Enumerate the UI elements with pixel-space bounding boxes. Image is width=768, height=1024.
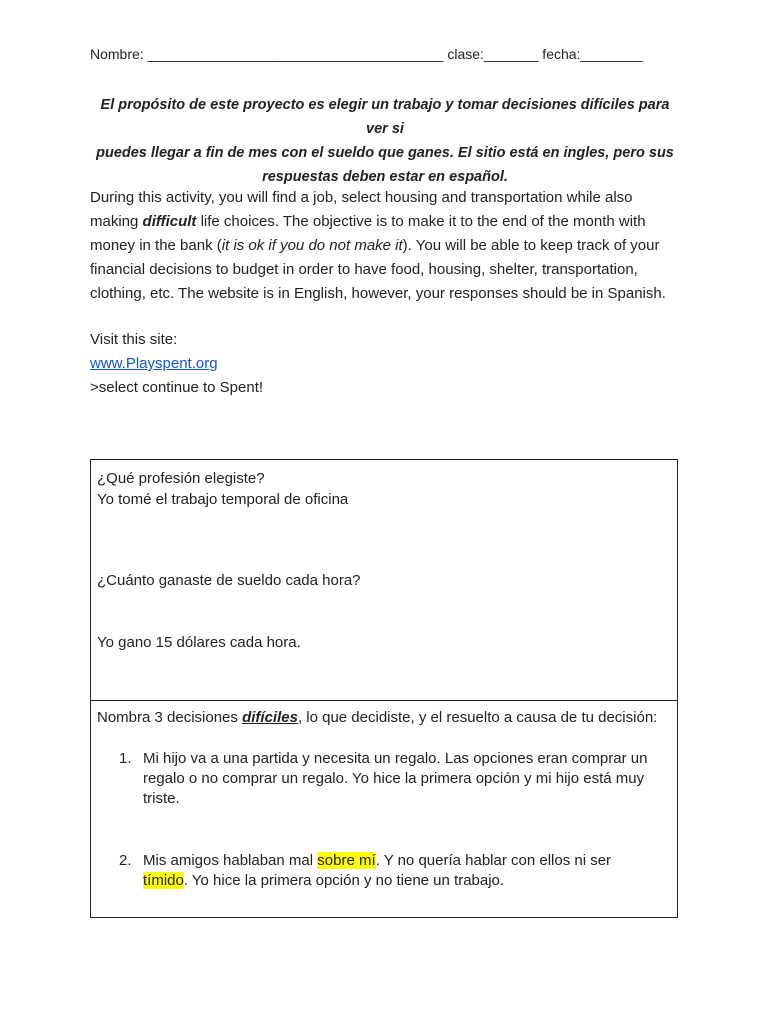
decisions-prompt-post: , lo que decidiste, y el resuelto a causa de tu decisión: (297, 709, 658, 726)
profession-question: ¿Qué profesión elegiste? (97, 470, 265, 487)
wage-question: ¿Cuánto ganaste de sueldo cada hora? (97, 572, 361, 589)
visit-label: Visit this site: (90, 331, 178, 348)
profession-question-block (97, 468, 348, 510)
decision-number: 1. (119, 750, 132, 767)
highlight-sobre-mi: sobre mí (317, 852, 376, 869)
intro-text-2: life choices. The objective is to make it to the end of the month with money in the bank ( (90, 213, 646, 254)
intro-difficult-word: difficult (142, 213, 197, 230)
decisions-box (90, 699, 678, 918)
decision-item-1 (119, 749, 649, 809)
purpose-line-1: El propósito de este proyecto es elegir un trabajo y tomar decisiones difíciles para ver si (100, 97, 670, 137)
decision-answer-2[interactable] (143, 851, 649, 891)
continue-step: >select continue to Spent! (90, 379, 264, 396)
decision-2-text-2: . Y no quería hablar con ellos ni ser (375, 852, 612, 869)
decisions-prompt-pre: Nombra 3 decisiones (97, 709, 243, 726)
playspent-link[interactable]: www.Playspent.org (90, 355, 218, 372)
name-class-date-line: Nombre: ______________________________________ clase:_______ fecha:________ (90, 46, 643, 62)
intro-paragraph (90, 186, 680, 306)
purpose-line-2: puedes llegar a fin de mes con el sueldo que ganes. El sitio está en ingles, pero sus (96, 145, 674, 161)
highlight-timido: tímido (143, 872, 184, 889)
decisions-prompt-keyword: difíciles (242, 709, 298, 726)
decision-2-text-1: Mis amigos hablaban mal (143, 852, 318, 869)
intro-text-1: During this activity, you will find a job, select housing and transportation while also making (90, 189, 633, 230)
decision-number: 2. (119, 852, 132, 869)
profession-box (90, 459, 678, 701)
profession-answer[interactable]: Yo tomé el trabajo temporal de oficina (97, 491, 349, 508)
decision-item-2 (119, 851, 649, 891)
intro-italic-note: it is ok if you do not make it (221, 237, 403, 254)
wage-answer[interactable]: Yo gano 15 dólares cada hora. (97, 634, 301, 651)
purpose-line-3: respuestas deben estar en español. (262, 169, 508, 185)
decision-answer-1[interactable]: Mi hijo va a una partida y necesita un regalo. Las opciones eran comprar un regalo o no comprar un regalo. Yo hice la primera opción y mi hijo está muy triste. (143, 750, 648, 807)
visit-instructions (90, 328, 263, 400)
decision-2-text-3: . Yo hice la primera opción y no tiene un trabajo. (183, 872, 505, 889)
intro-text-3: ). You will be able to keep track of your financial decisions to budget in order to have food, housing, shelter, transportation, clothing, etc. The website is in English, however, your responses should be in Spanish. (90, 237, 666, 302)
decisions-prompt (97, 707, 657, 728)
purpose-statement (90, 93, 680, 189)
